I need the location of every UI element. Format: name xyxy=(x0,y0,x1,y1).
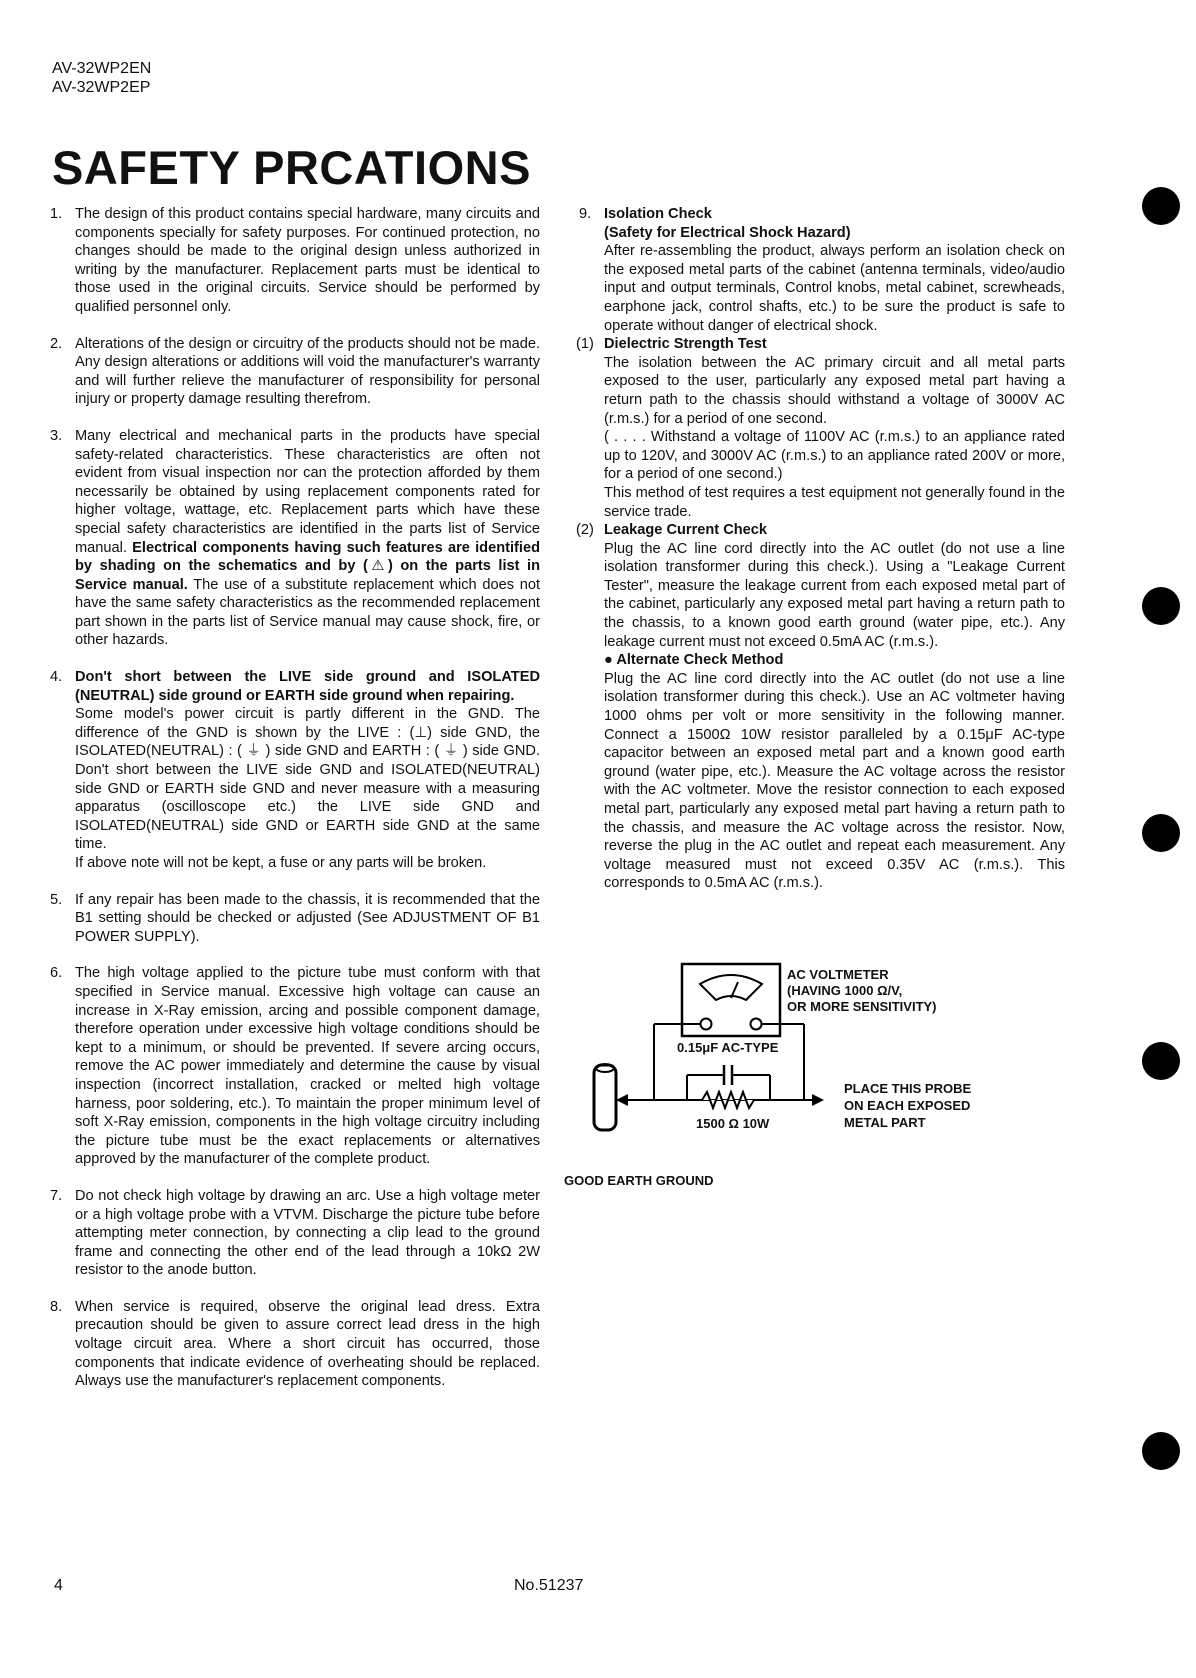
voltmeter-label-3: OR MORE SENSITIVITY) xyxy=(787,999,937,1014)
subsection-heading: Leakage Current Check xyxy=(604,522,768,539)
item-text-continued: The use of a substitute replacement which does not have the same safety characteristics as the recommended replacement part shown in the parts list of Service manual may cause shock, fire, or other hazards. xyxy=(75,576,540,649)
item-text: Alterations of the design or circuitry of the products should not be made. Any design alterations or additions will void the manufacturer's warranty and will further relieve the manufacturer of responsibility for personal injury or property damage resulting therefrom. xyxy=(75,335,540,408)
item-number: 6. xyxy=(50,965,63,982)
page-title: SAFETY PRCATIONS xyxy=(52,141,531,194)
item-text: The high voltage applied to the picture tube must conform with that specified in Service manual. Excessive high voltage can cause an increase in X-Ray emission, arcing and possible component damage, therefore operation under excessive high voltage conditions should be kept to a minimum, or should be prevented. If severe arcing occurs, remove the AC power immediately and determine the cause by visual inspection (incorrect installation, cracked or melted high voltage harness, poor soldering, etc.). To maintain the proper minimum level of soft X-Ray emission, components in the high voltage circuitry including the picture tube must be the exact replacements or alternatives approved by the manufacturer of the complete product. xyxy=(75,965,540,1168)
page-number: 4 xyxy=(54,1577,63,1594)
item-number: 3. xyxy=(50,427,63,444)
ground-label: GOOD EARTH GROUND xyxy=(564,1173,714,1188)
item-number: 7. xyxy=(50,1187,63,1204)
model-number-1: AV-32WP2EN xyxy=(52,60,152,77)
registration-mark xyxy=(1142,587,1180,625)
item-number: 4. xyxy=(50,669,63,686)
arrow-right-icon xyxy=(812,1094,824,1106)
probe-label-1: PLACE THIS PROBE xyxy=(844,1081,972,1096)
safety-item-7 xyxy=(50,1187,540,1280)
left-column xyxy=(50,205,540,1409)
capacitor-label: 0.15μF AC-TYPE xyxy=(677,1040,779,1055)
arrow-left-icon xyxy=(616,1094,628,1106)
item-text: When service is required, observe the original lead dress. Extra precaution should be given to assure correct lead dress in the high voltage circuit area. Where a short circuit has occurred, those components that indicate evidence of overheating should be replaced. Always use the manufacturer's replacement components. xyxy=(75,1298,540,1390)
voltmeter-terminal-right xyxy=(751,1019,762,1030)
probe-label-3: METAL PART xyxy=(844,1115,926,1130)
section-heading: Isolation Check xyxy=(604,206,712,222)
alternate-method-text: Plug the AC line cord directly into the AC outlet (do not use a line isolation transformer during this check.). Use an AC voltmeter having 1000 ohms per volt or more sensitivity in the following manner. Connect a 1500Ω 10W resistor paralleled by a 0.15μF AC-type capacitor between an exposed metal part and a known good earth ground (water pipe, etc.). Measure the AC voltage across the resistor with the AC voltmeter. Move the resistor connection to each exposed metal part, particularly any exposed metal part having a return path to the chassis, and measure the AC voltage across the resistor. Now, reverse the plug in the AC outlet and repeat each measurement. Any voltage measured must not exceed 0.35V AC (r.m.s.). This corresponds to 0.5mA AC (r.m.s.). xyxy=(604,670,1065,892)
dielectric-strength-test xyxy=(576,335,1065,521)
item-text: If any repair has been made to the chassis, it is recommended that the B1 setting should be checked or adjusted (See ADJUSTMENT OF B1 POWER SUPPLY). xyxy=(75,891,540,945)
item-text-note: If above note will not be kept, a fuse or any parts will be broken. xyxy=(75,855,487,871)
voltmeter-dial-icon xyxy=(700,975,762,1000)
subsection-text-2: ( . . . . Withstand a voltage of 1100V AC (r.m.s.) to an appliance rated up to 120V, and 3000V AC (r.m.s.) to an appliance rated 200V or more, for a period of one second.) xyxy=(604,429,1065,483)
item-number: 5. xyxy=(50,891,63,908)
right-column xyxy=(576,205,1065,893)
registration-mark xyxy=(1142,1432,1180,1470)
subsection-text: Plug the AC line cord directly into the AC outlet (do not use a line isolation transformer during this check.). Using a "Leakage Current Tester", measure the leakage current from each exposed metal part of the cabinet, particularly any exposed metal part having a return path to the chassis, to a known good earth ground (water pipe, etc.). Any leakage current must not exceed 0.5mA AC (r.m.s.). xyxy=(604,540,1065,650)
document-number: No.51237 xyxy=(514,1577,584,1594)
safety-item-1 xyxy=(50,205,540,317)
alternate-method-heading: ● Alternate Check Method xyxy=(604,652,784,669)
safety-item-9 xyxy=(579,205,1065,335)
registration-mark xyxy=(1142,814,1180,852)
voltmeter-label-2: (HAVING 1000 Ω/V, xyxy=(787,983,903,998)
item-number: 8. xyxy=(50,1298,63,1315)
safety-item-6 xyxy=(50,964,540,1169)
model-number-2: AV-32WP2EP xyxy=(52,79,151,96)
resistor-label: 1500 Ω 10W xyxy=(696,1116,770,1131)
subsection-heading: Dielectric Strength Test xyxy=(604,336,767,353)
section-text: After re-assembling the product, always perform an isolation check on the exposed metal parts of the cabinet (antenna terminals, video/audio input and output terminals, Control knobs, metal cabinet, screwheads, earphone jack, control shafts, etc.) to be sure the product is safe to operate without danger of electrical shock. xyxy=(604,243,1065,334)
item-text: Do not check high voltage by drawing an arc. Use a high voltage meter or a high voltage probe with a VTVM. Discharge the picture tube before attempting meter connection, by connecting a clip lead to the ground frame and connecting the other end of the lead through a 10kΩ 2W resistor to the anode button. xyxy=(75,1187,540,1279)
subsection-number: (1) xyxy=(576,336,594,353)
subsection-number: (2) xyxy=(576,522,594,539)
safety-item-5 xyxy=(50,891,540,947)
registration-mark xyxy=(1142,1042,1180,1080)
subsection-text-3: This method of test requires a test equipment not generally found in the service trade. xyxy=(604,484,1065,520)
voltmeter-terminal-left xyxy=(701,1019,712,1030)
item-number: 1. xyxy=(50,206,63,222)
ground-pipe-icon xyxy=(594,1064,616,1130)
section-subheading: (Safety for Electrical Shock Hazard) xyxy=(604,224,851,241)
leakage-current-check xyxy=(576,521,1065,893)
item-text: Some model's power circuit is partly different in the GND. The difference of the GND is shown by the LIVE : (⊥) side GND, the ISOLATED(NEUTRAL) : ( ⏚ ) side GND and EARTH : ( ⏚ ) side GND. Don't short between the LIVE side GND and ISOLATED(NEUTRAL) side GND or EARTH side GND and never measure with a measuring apparatus (oscilloscope etc.) the LIVE side GND and ISOLATED(NEUTRAL) side GND or EARTH side GND at the same time. xyxy=(75,706,540,853)
resistor-zigzag xyxy=(702,1092,754,1108)
subsection-text: The isolation between the AC primary circuit and all metal parts exposed to the user, particularly any exposed metal part having a return path to the chassis should withstand a voltage of 3000V AC (r.m.s.) for a period of one second. xyxy=(604,354,1065,427)
item-text: The design of this product contains special hardware, many circuits and components specially for safety purposes. For continued protection, no changes should be made to the original design unless authorized in writing by the manufacturer. Replacement parts must be identical to those used in the original circuits. Service should be performed by qualified personnel only. xyxy=(75,206,540,315)
safety-item-8 xyxy=(50,1298,540,1391)
item-text: Many electrical and mechanical parts in the products have special safety-related characteristics. These characteristics are often not evident from visual inspection nor can the protection afforded by them necessarily be obtained by using replacement components rated for higher voltage, wattage, etc. Replacement parts which have these special safety characteristics are identified in the parts list of Service manual. xyxy=(75,427,540,556)
leakage-test-circuit-diagram xyxy=(564,960,1052,1200)
safety-item-2 xyxy=(50,335,540,409)
item-text-bold: Don't short between the LIVE side ground and ISOLATED (NEUTRAL) side ground or EARTH side ground when repairing. xyxy=(75,669,540,704)
safety-item-4 xyxy=(50,668,540,873)
item-number: 2. xyxy=(50,335,63,352)
item-text-bold: Electrical components having such features are identified by shading on the schematics and by (⚠) on the parts list in Service manual. xyxy=(75,539,540,593)
safety-item-3 xyxy=(50,427,540,650)
registration-mark xyxy=(1142,187,1180,225)
item-number: 9. xyxy=(579,206,592,222)
probe-label-2: ON EACH EXPOSED xyxy=(844,1098,971,1113)
voltmeter-label-1: AC VOLTMETER xyxy=(787,967,889,982)
